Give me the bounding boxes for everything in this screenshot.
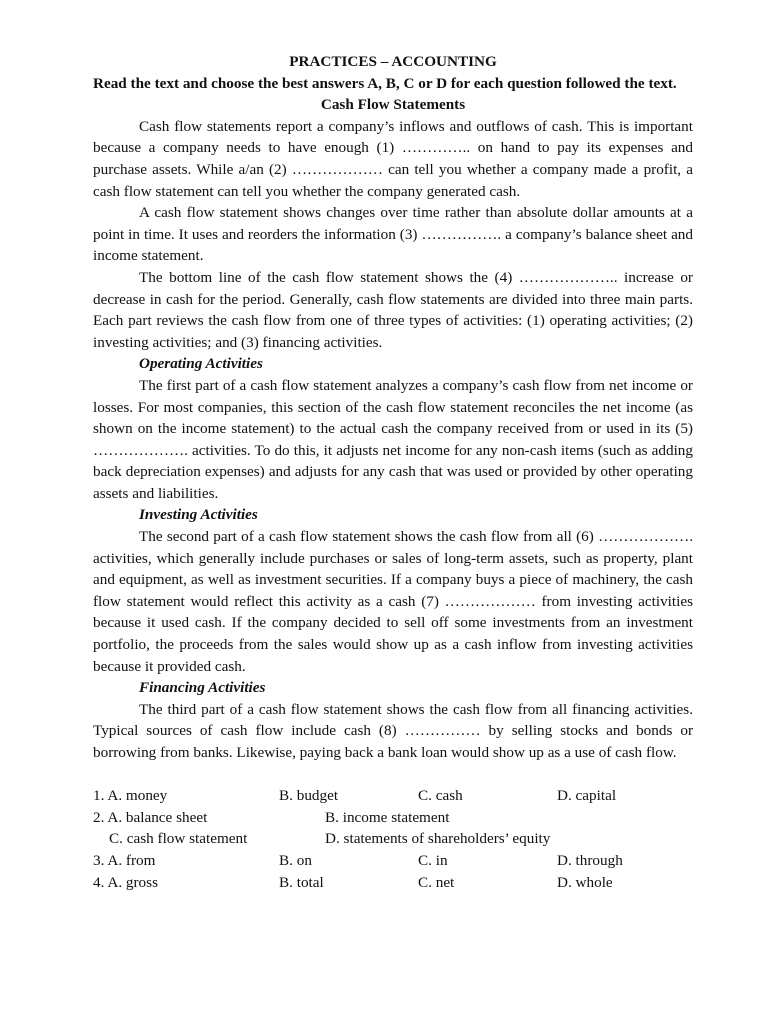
q4-option-a: 4. A. gross (93, 873, 158, 891)
q1-option-b: B. budget (279, 787, 339, 805)
q3-option-b: B. on (279, 851, 312, 869)
intro-paragraph-1: Cash flow statements report a company’s inflows and outflows of cash. This is important because a company needs to have enough (1) ………….. on hand to pay its expenses and purchase assets. While a/an (2) ……………… can tell you whether a company made a profit, a cash flow statement can tell you whether the company generated cash. (93, 117, 693, 200)
section-heading-investing: Investing Activities (139, 506, 258, 524)
question-1-row (93, 785, 693, 807)
question-3-row (93, 850, 693, 872)
q1-option-a: 1. A. money (93, 787, 168, 805)
q2-option-d: D. statements of shareholders’ equity (325, 830, 551, 848)
section-heading-operating: Operating Activities (139, 355, 263, 373)
q4-option-d: D. whole (557, 873, 613, 891)
q3-option-a: 3. A. from (93, 851, 156, 869)
q1-option-c: C. cash (418, 787, 463, 805)
passage-title: Cash Flow Statements (320, 96, 466, 114)
instruction-text: Read the text and choose the best answers A, B, C or D for each question followed the text. (93, 74, 677, 92)
section-text-financing: The third part of a cash flow statement shows the cash flow from all financing activities. Typical sources of cash flow include cash (8) …………… by selling stocks and bonds or borrowing from banks. Likewise, paying back a bank loan would show up as a use of cash flow. (93, 700, 693, 761)
q2-option-c: C. cash flow statement (109, 830, 248, 848)
q2-option-a: 2. A. balance sheet (93, 808, 208, 826)
question-2-row-2 (93, 828, 693, 850)
intro-paragraph-2: A cash flow statement shows changes over time rather than absolute dollar amounts at a point in time. It uses and reorders the information (3) ……………. a company’s balance sheet and income statement. (93, 204, 693, 265)
answer-options (93, 785, 693, 893)
question-2-row-1 (93, 807, 693, 829)
section-text-operating: The first part of a cash flow statement analyzes a company’s cash flow from net income or losses. For most companies, this section of the cash flow statement reconciles the net income (as shown on the income statement) to the actual cash the company received from or used in its (5) ………………. activities. To do this, it adjusts net income for any non-cash items (such as adding back depreciation expenses) and adjusts for any cash that was used or provided by other operating assets and liabilities. (93, 376, 693, 502)
q3-option-c: C. in (418, 851, 448, 869)
q4-option-c: C. net (418, 873, 455, 891)
section-text-investing: The second part of a cash flow statement shows the cash flow from all (6) ………………. activities, which generally include purchases or sales of long-term assets, such as property, plant and equipment, as well as investment securities. If a company buys a piece of machinery, the cash flow statement would reflect this activity as a cash (7) ……………… from investing activities because it used cash. If the company decided to sell off some investments from an investment portfolio, the proceeds from the sales would show up as a cash inflow from investing activities because it provided cash. (93, 528, 693, 675)
section-heading-financing: Financing Activities (139, 679, 266, 697)
q1-option-d: D. capital (557, 787, 617, 805)
question-4-row (93, 872, 693, 894)
q4-option-b: B. total (279, 873, 324, 891)
page-title: PRACTICES – ACCOUNTING (289, 53, 497, 70)
intro-paragraph-3: The bottom line of the cash flow statement shows the (4) ……………….. increase or decrease in cash for the period. Generally, cash flow statements are divided into three main parts. Each part reviews the cash flow from one of three types of activities: (1) operating activities; (2) investing activities; and (3) financing activities. (93, 268, 693, 351)
q3-option-d: D. through (557, 851, 623, 869)
q2-option-b: B. income statement (325, 808, 450, 826)
document-page (93, 51, 693, 893)
